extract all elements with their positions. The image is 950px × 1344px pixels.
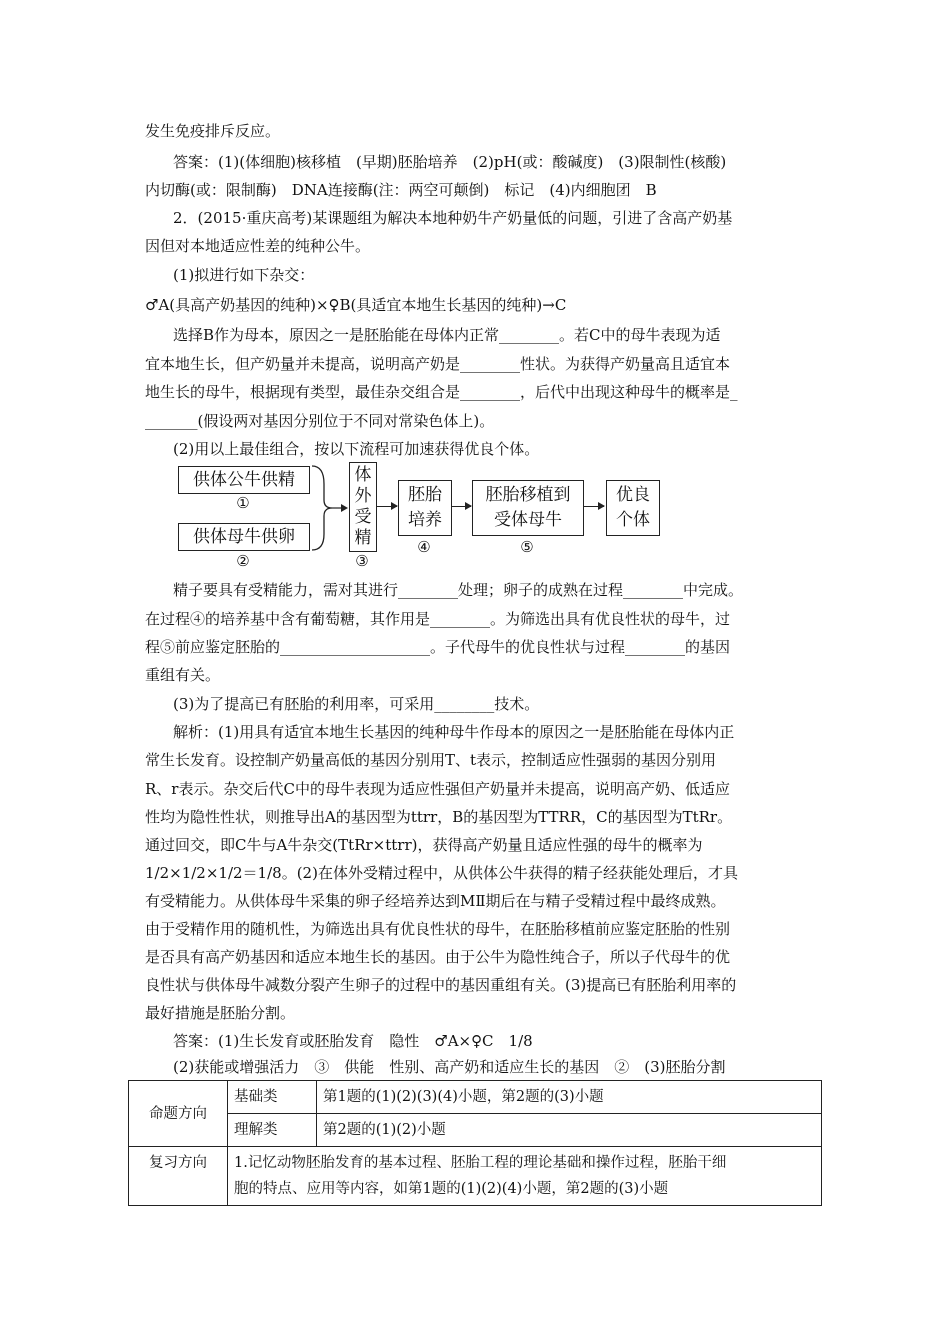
table-cell: 复习方向 xyxy=(129,1147,228,1206)
table-cell xyxy=(228,1147,822,1206)
merge-brace-arrow xyxy=(310,462,350,554)
ivf-box xyxy=(349,462,377,552)
text-line: 有受精能力。从供体母牛采集的卵子经培养达到MⅡ期后在与精子受精过程中最终成熟。 xyxy=(145,892,726,910)
text-line: 1/2×1/2×1/2＝1/8。(2)在体外受精过程中，从供体公牛获得的精子经获能处理后，才具 xyxy=(145,864,738,882)
text-line: 2．(2015·重庆高考)某课题组为解决本地种奶牛产奶量低的问题，引进了含高产奶基 xyxy=(173,209,733,227)
arrow xyxy=(377,506,397,507)
ivf-char: 外 xyxy=(354,486,372,506)
text-line: 解析：(1)用具有适宜本地生长基因的纯种母牛作母本的原因之一是胚胎能在母体内正 xyxy=(173,723,735,741)
text-line: 重组有关。 xyxy=(145,666,221,684)
text-line: 因但对本地适应性差的纯种公牛。 xyxy=(145,237,371,255)
table-row xyxy=(129,1081,822,1114)
text-line: 发生免疫排斥反应。 xyxy=(145,122,281,140)
arrow xyxy=(452,506,471,507)
table-cell: 第2题的(1)(2)小题 xyxy=(317,1114,822,1147)
result-label: 个体 xyxy=(616,510,650,530)
ivf-char: 体 xyxy=(354,465,372,485)
result-label: 优良 xyxy=(616,485,650,505)
step-5-number: ⑤ xyxy=(520,538,534,556)
text-line: 精子要具有受精能力，需对其进行________处理；卵子的成熟在过程________中完成。 xyxy=(173,581,744,599)
summary-table xyxy=(128,1080,822,1206)
text-line: (3)为了提高已有胚胎的利用率，可采用________技术。 xyxy=(173,695,540,713)
table-cell-line: 胞的特点、应用等内容，如第1题的(1)(2)(4)小题，第2题的(3)小题 xyxy=(234,1181,669,1197)
step-3-number: ③ xyxy=(355,552,369,570)
table-row xyxy=(129,1114,822,1147)
culture-label: 胚胎 xyxy=(408,485,442,505)
culture-label: 培养 xyxy=(408,510,442,530)
text-line: 最好措施是胚胎分割。 xyxy=(145,1004,296,1022)
step-2-number: ② xyxy=(236,552,250,570)
text-line: 宜本地生长，但产奶量并未提高，说明高产奶是________性状。为获得产奶量高且适宜本 xyxy=(145,355,731,373)
text-line: 由于受精作用的随机性，为筛选出具有优良性状的母牛，在胚胎移植前应鉴定胚胎的性别 xyxy=(145,920,731,938)
text-line: 常生长发育。设控制产奶量高低的基因分别用T、t表示，控制适应性强弱的基因分别用 xyxy=(145,751,717,769)
text-line: (1)拟进行如下杂交： xyxy=(173,266,315,284)
table-cell: 理解类 xyxy=(228,1114,317,1147)
text-line: 性均为隐性性状，则推导出A的基因型为ttrr，B的基因型为TTRR，C的基因型为TtRr。 xyxy=(145,808,733,826)
transfer-box xyxy=(472,480,584,536)
culture-box xyxy=(398,480,452,536)
result-box xyxy=(606,480,660,536)
text-line: 答案：(1)(体细胞)核移植 (早期)胚胎培养 (2)pH(或：酸碱度) (3)限制性(核酸) xyxy=(173,153,727,171)
text-line: ♂A(具高产奶基因的纯种)×♀B(具适宜本地生长基因的纯种)→C xyxy=(145,296,567,314)
text-line: (2)用以上最佳组合，按以下流程可加速获得优良个体。 xyxy=(173,440,540,458)
text-line: 选择B作为母本，原因之一是胚胎能在母体内正常________。若C中的母牛表现为适 xyxy=(173,326,721,344)
text-line: 答案：(1)生长发育或胚胎发育 隐性 ♂A×♀C 1/8 xyxy=(173,1032,533,1050)
table-cell: 第1题的(1)(2)(3)(4)小题，第2题的(3)小题 xyxy=(317,1081,822,1114)
arrow xyxy=(584,506,604,507)
text-line: R、r表示。杂交后代C中的母牛表现为适应性强但产奶量并未提高，说明高产奶、低适应 xyxy=(145,780,730,798)
step-1-number: ① xyxy=(236,494,250,512)
text-line: 地生长的母牛，根据现有类型，最佳杂交组合是________，后代中出现这种母牛的概率是_ xyxy=(145,383,738,401)
ivf-char: 受 xyxy=(354,507,372,527)
egg-box: 供体母牛供卵 xyxy=(178,523,310,551)
table-cell-line: 1.记忆动物胚胎发育的基本过程、胚胎工程的理论基础和操作过程，胚胎干细 xyxy=(234,1155,727,1171)
table-cell: 基础类 xyxy=(228,1081,317,1114)
step-4-number: ④ xyxy=(417,538,431,556)
text-line: 程⑤前应鉴定胚胎的____________________。子代母牛的优良性状与过程________的基因 xyxy=(145,638,731,656)
text-line: _______(假设两对基因分别位于不同对常染色体上)。 xyxy=(145,412,495,430)
text-line: 内切酶(或：限制酶) DNA连接酶(注：两空可颠倒) 标记 (4)内细胞团 B xyxy=(145,181,657,199)
text-line: 是否具有高产奶基因和适应本地生长的基因。由于公牛为隐性纯合子，所以子代母牛的优 xyxy=(145,948,731,966)
transfer-label: 胚胎移植到 xyxy=(485,485,571,505)
transfer-label: 受体母牛 xyxy=(494,510,562,530)
table-row xyxy=(129,1147,822,1206)
text-line: 良性状与供体母牛减数分裂产生卵子的过程中的基因重组有关。(3)提高已有胚胎利用率的 xyxy=(145,976,737,994)
text-line: 通过回交，即C牛与A牛杂交(TtRr×ttrr)，获得高产奶量且适应性强的母牛的概率为 xyxy=(145,836,703,854)
text-line: 在过程④的培养基中含有葡萄糖，其作用是________。为筛选出具有优良性状的母牛，过 xyxy=(145,610,731,628)
text-line: (2)获能或增强活力 ③ 供能 性别、高产奶和适应生长的基因 ② (3)胚胎分割 xyxy=(173,1058,726,1076)
sperm-box: 供体公牛供精 xyxy=(178,466,310,494)
ivf-char: 精 xyxy=(354,528,372,548)
table-cell: 命题方向 xyxy=(129,1081,228,1147)
